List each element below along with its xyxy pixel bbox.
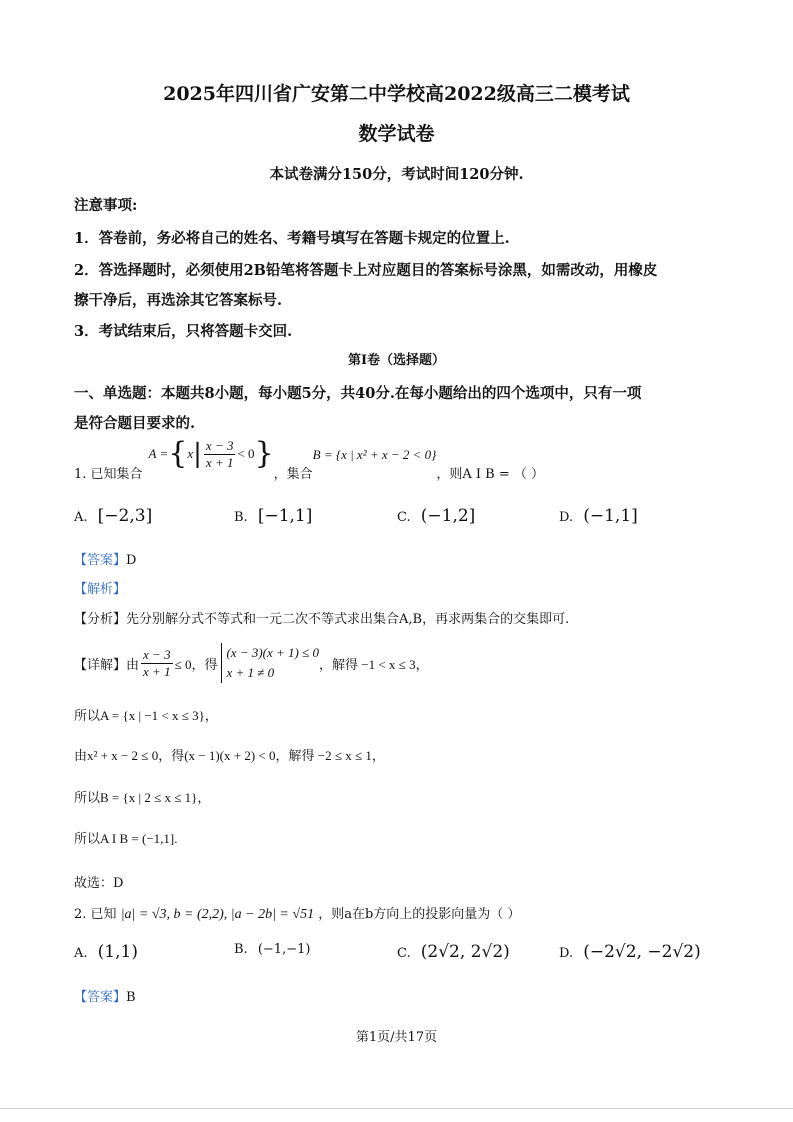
q1-option-b[interactable]: [234, 506, 312, 526]
q1-line-b: 由x² + x − 2 ≤ 0，得(x − 1)(x + 2) < 0，解得 −2 ≤ x ≤ 1，: [74, 748, 385, 763]
detail-relation: ≤ 0，得: [174, 656, 218, 672]
question-2-stem: [74, 903, 520, 923]
q2-option-d[interactable]: [559, 942, 701, 962]
detail-tag: 【详解】: [74, 657, 127, 673]
set-a-numerator: x − 3: [205, 437, 234, 453]
notes-item-2-line-2: 擦干净后，再选涂其它答案标号.: [74, 292, 283, 309]
paper-title: 2025年四川省广安第二中学校高2022级高三二模考试: [163, 83, 630, 105]
notes-item-2-line-1: 2．答选择题时，必须使用2B铅笔将答题卡上对应题目的答案标号涂黑，如需改动，用橡皮: [74, 262, 658, 279]
exam-info: 本试卷满分150分，考试时间120分钟.: [269, 166, 524, 183]
set-a-open-brace: {: [168, 436, 188, 471]
question-1-stem: [74, 436, 545, 486]
set-a-relation: < 0: [237, 446, 255, 461]
answer-value: D: [126, 553, 137, 568]
notes-item-1: 1．答卷前，务必将自己的姓名、考籍号填写在答题卡规定的位置上.: [74, 230, 510, 247]
question-1-mid: ，集合: [273, 467, 313, 482]
option-a-label: A.: [74, 510, 88, 525]
detail-fraction: [141, 647, 173, 680]
option-b-value: [−1,1]: [257, 506, 313, 526]
option-c-label: C.: [397, 510, 411, 525]
q1-line-a: 所以A = {x | −1 < x ≤ 3}，: [74, 708, 218, 723]
detail-system: [221, 643, 319, 683]
q1-option-d[interactable]: [559, 506, 638, 526]
question-2-lead: 2. 已知: [74, 907, 117, 922]
set-a-bar: |: [193, 439, 202, 469]
answer-tag: 【答案】: [74, 990, 127, 1005]
set-a-variable: x: [187, 446, 194, 461]
page-number: 第1页/共17页: [355, 1030, 438, 1045]
q1-analysis-tag: 【解析】: [74, 582, 127, 597]
question-2-tail: ，则a在b方向上的投影向量为（ ）: [318, 907, 521, 922]
q1-line-c: 所以B = {x | 2 ≤ x ≤ 1}，: [74, 790, 211, 805]
option-d-label: D.: [559, 946, 574, 961]
question-1-tail: ，则A I B = （ ）: [436, 467, 545, 482]
answer-value: B: [126, 990, 136, 1005]
system-line-1: (x − 3)(x + 1) ≤ 0: [226, 645, 320, 660]
q1-option-a[interactable]: [74, 506, 152, 526]
option-c-value: (2√2, 2√2): [420, 942, 510, 962]
detail-denominator: x + 1: [143, 663, 171, 679]
set-a-lhs: A =: [148, 446, 169, 461]
option-a-label: A.: [74, 946, 88, 961]
detail-tail: ，解得 −1 < x ≤ 3，: [319, 656, 429, 672]
paper-subtitle: 数学试卷: [358, 123, 435, 145]
option-b-value: (−1,−1): [257, 942, 311, 957]
notes-heading: 注意事项:: [74, 197, 138, 214]
notes-item-3: 3．考试结束后，只将答题卡交回.: [74, 323, 293, 340]
set-a-denominator: x + 1: [205, 454, 234, 470]
section-instruction-line-2: 是符合题目要求的.: [74, 415, 196, 432]
q1-fenxi: [74, 608, 569, 627]
system-line-2: x + 1 ≠ 0: [226, 665, 275, 680]
q1-detail: [74, 640, 429, 686]
question-1-lead: 1. 已知集合: [74, 467, 143, 482]
option-a-value: [−2,3]: [97, 506, 153, 526]
set-a-close-brace: }: [254, 436, 274, 471]
q1-option-c[interactable]: [397, 506, 475, 526]
option-b-label: B.: [234, 942, 248, 957]
option-d-label: D.: [559, 510, 574, 525]
option-a-value: (1,1): [97, 942, 138, 962]
answer-tag: 【答案】: [74, 553, 127, 568]
fenxi-text: 先分别解分式不等式和一元二次不等式求出集合A,B，再求两集合的交集即可.: [126, 612, 570, 627]
q2-option-b[interactable]: [234, 942, 310, 957]
option-d-value: (−2√2, −2√2): [583, 942, 701, 962]
set-b: B = {x | x² + x − 2 < 0}: [312, 447, 437, 462]
detail-numerator: x − 3: [143, 646, 171, 662]
page-bottom-rule: [0, 1108, 793, 1109]
q1-line-d: 所以A I B = (−1,1].: [74, 831, 178, 846]
option-b-label: B.: [234, 510, 248, 525]
detail-lead: 由: [126, 657, 140, 673]
part-title: 第I卷（选择题）: [347, 353, 446, 368]
fenxi-tag: 【分析】: [74, 612, 127, 627]
q1-answer: [74, 549, 136, 568]
q1-choose: 故选：D: [74, 876, 124, 891]
q2-option-c[interactable]: [397, 942, 510, 962]
q2-option-a[interactable]: [74, 942, 138, 962]
section-instruction-line-1: 一、单选题：本题共8小题，每小题5分，共40分.在每小题给出的四个选项中，只有一项: [74, 385, 642, 402]
option-d-value: (−1,1]: [583, 506, 638, 526]
option-c-label: C.: [397, 946, 411, 961]
q2-answer: [74, 986, 136, 1005]
set-a-fraction: [204, 438, 236, 471]
question-2-math: |a| = √3, b = (2,2), |a − 2b| = √51: [120, 907, 315, 922]
option-c-value: (−1,2]: [420, 506, 476, 526]
